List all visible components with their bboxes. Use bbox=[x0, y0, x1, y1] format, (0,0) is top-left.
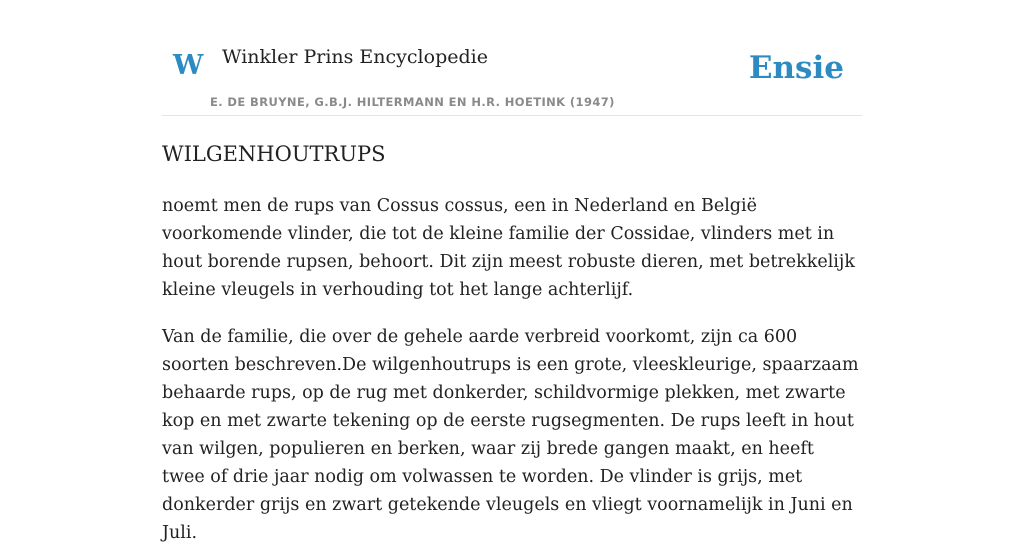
header bbox=[162, 0, 862, 116]
ensie-logo-link[interactable]: Ensie bbox=[748, 50, 844, 86]
entry-title: WILGENHOUTRUPS bbox=[162, 142, 386, 166]
publication-logo[interactable]: W bbox=[173, 50, 204, 81]
entry-paragraph-2: Van de familie, die over de gehele aarde verbreid voorkomt, zijn ca 600 soorten beschreven.De wilgenhoutrups is een grote, vleeskleurige, spaarzaam behaarde rups, op de rug met donkerder, schildvormige plekken, met zwarte kop en met zwarte tekening op de eerste rugsegmenten. De rups leeft in hout van wilgen, populieren en berken, waar zij brede gangen maakt, en heeft twee of drie jaar nodig om volwassen te worden. De vlinder is grijs, met donkerder grijs en zwart getekende vleugels en vliegt voornamelijk in Juni en Juli. bbox=[162, 327, 859, 544]
entry-paragraph-1: noemt men de rups van Cossus cossus, een in Nederland en België voorkomende vlinder, die tot de kleine familie der Cossidae, vlinders met in hout borende rupsen, behoort. Dit zijn meest robuste dieren, met betrekkelijk kleine vleugels in verhouding tot het lange achterlijf. bbox=[162, 196, 855, 301]
publication-authors: E. DE BRUYNE, G.B.J. HILTERMANN EN H.R. HOETINK (1947) bbox=[210, 95, 615, 109]
publication-title[interactable]: Winkler Prins Encyclopedie bbox=[222, 46, 488, 68]
content-container bbox=[162, 0, 862, 547]
